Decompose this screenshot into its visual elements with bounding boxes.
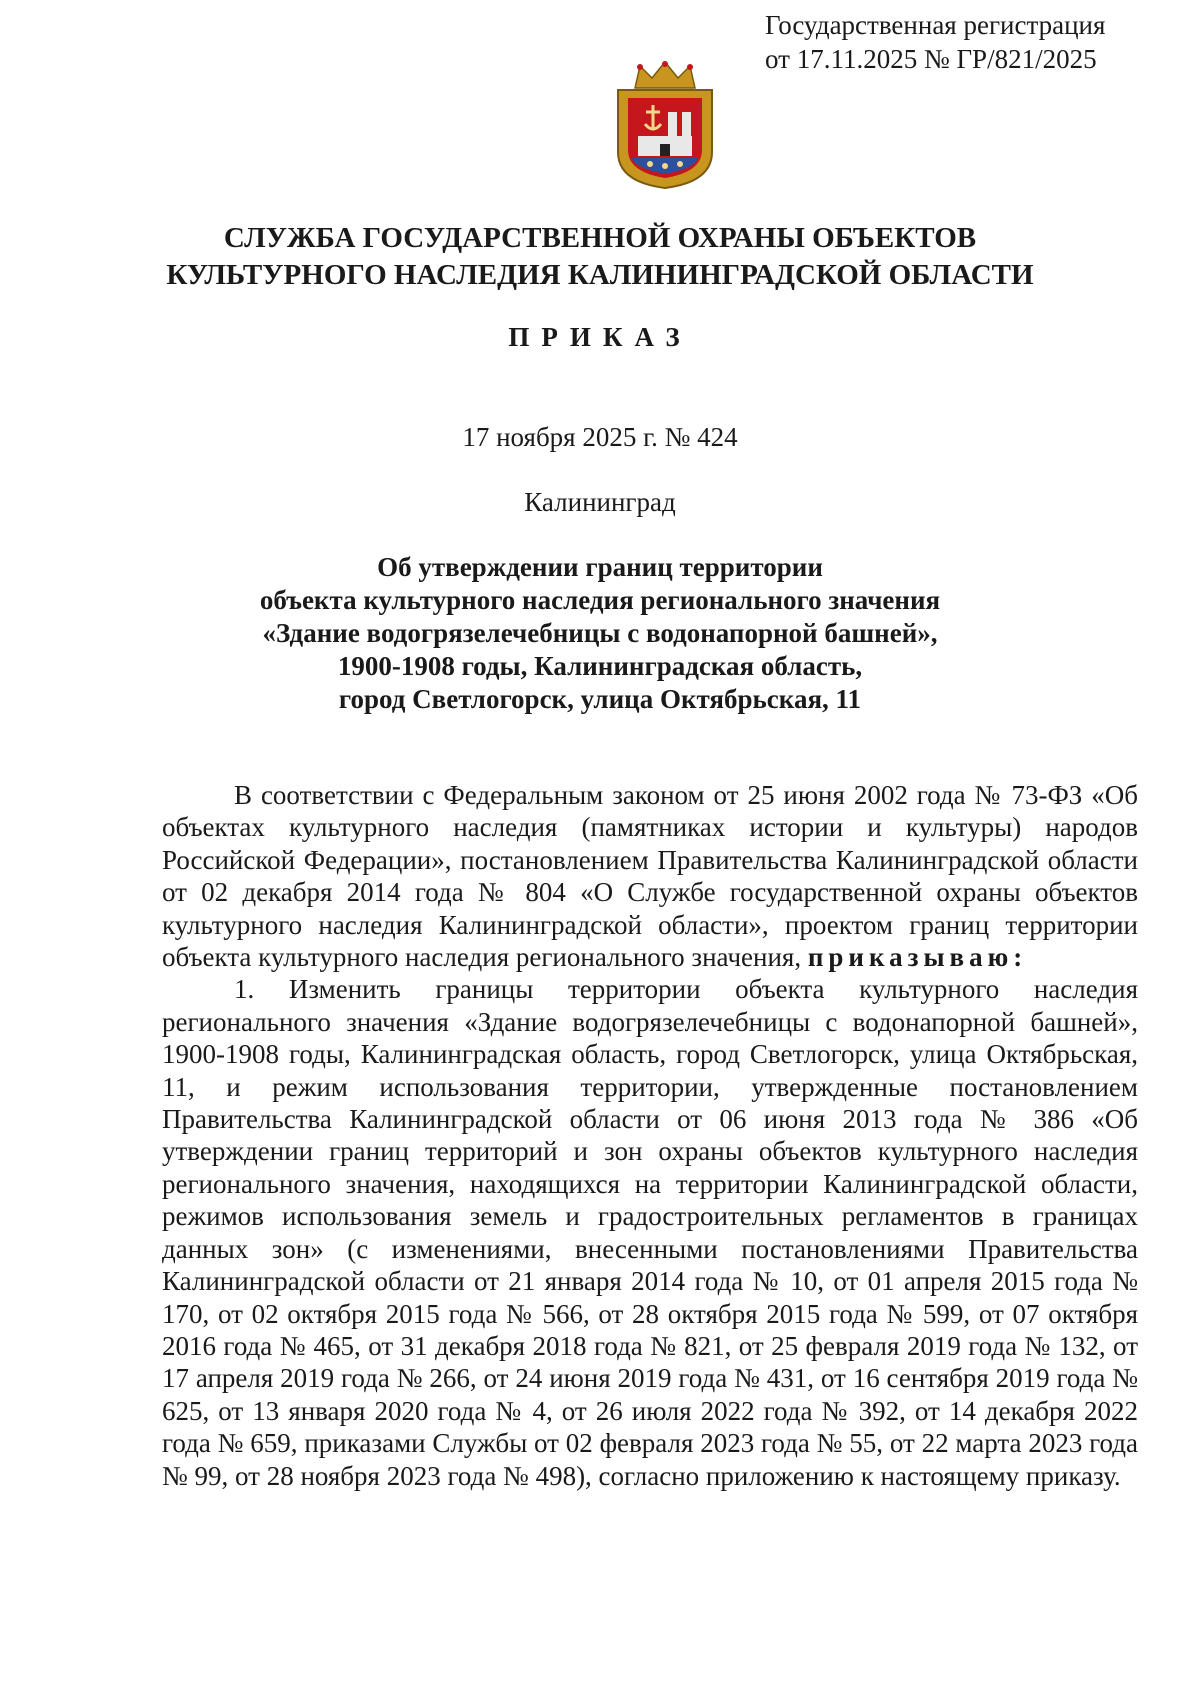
preamble-paragraph xyxy=(162,779,1138,973)
registration-line-1: Государственная регистрация xyxy=(765,10,1106,40)
organization-name xyxy=(0,220,1200,294)
subject-line: Об утверждении границ территории xyxy=(377,552,823,582)
organization-line-2: КУЛЬТУРНОГО НАСЛЕДИЯ КАЛИНИНГРАДСКОЙ ОБЛАСТИ xyxy=(166,259,1034,291)
subject-line: город Светлогорск, улица Октябрьская, 11 xyxy=(338,684,862,714)
subject-line: «Здание водогрязелечебницы с водонапорной башней», xyxy=(262,618,938,648)
registration-line-2: от 17.11.2025 № ГР/821/2025 xyxy=(765,44,1097,74)
order-body xyxy=(162,779,1138,1492)
order-date-number: 17 ноября 2025 г. № 424 xyxy=(462,422,738,452)
order-subject xyxy=(200,551,1000,716)
kaliningrad-coat-of-arms-icon xyxy=(610,60,720,190)
registration-stamp xyxy=(765,8,1105,76)
item-1-paragraph: 1. Изменить границы территории объекта культурного наследия регионального значения «Здание водогрязелечебницы с водонапорной башней», 1900-1908 годы, Калининградская область, город Светлогорск, улица Октябрьская, 11, и режим использования территории, утвержденные постановлением Правительства Калининградской области от 06 июня 2013 года № 386 «Об утверждении границ территорий и зон охраны объектов культурного наследия регионального значения, находящихся на территории Калининградской области, режимов использования земель и градостроительных регламентов в границах данных зон» (с изменениями, внесенными постановлениями Правительства Калининградской области от 21 января 2014 года № 10, от 01 апреля 2015 года № 170, от 02 октября 2015 года № 566, от 28 октября 2015 года № 599, от 07 октября 2016 года № 465, от 31 декабря 2018 года № 821, от 25 февраля 2019 года № 132, от 17 апреля 2019 года № 266, от 24 июня 2019 года № 431, от 16 сентября 2019 года № 625, от 13 января 2020 года № 4, от 26 июля 2022 года № 392, от 14 декабря 2022 года № 659, приказами Службы от 02 февраля 2023 года № 55, от 22 марта 2023 года № 99, от 28 ноября 2023 года № 498), согласно приложению к настоящему приказу. xyxy=(162,974,1138,1491)
city: Калининград xyxy=(524,487,676,517)
subject-line: объекта культурного наследия регионального значения xyxy=(259,585,941,615)
organization-line-1: СЛУЖБА ГОСУДАРСТВЕННОЙ ОХРАНЫ ОБЪЕКТОВ xyxy=(223,222,977,254)
preamble-text: В соответствии с Федеральным законом от 25 июня 2002 года № 73-ФЗ «Об объектах культурного наследия (памятниках истории и культуры) народов Российской Федерации», постановлением Правительства Калининградской области от 02 декабря 2014 года № 804 «О Службе государственной охраны объектов культурного наследия Калининградской области», проектом границ территории объекта культурного наследия регионального значения, xyxy=(162,780,1138,973)
order-word: приказываю: xyxy=(807,942,1028,973)
document-type: ПРИКАЗ xyxy=(508,322,692,352)
subject-line: 1900-1908 годы, Калининградская область, xyxy=(337,651,863,681)
